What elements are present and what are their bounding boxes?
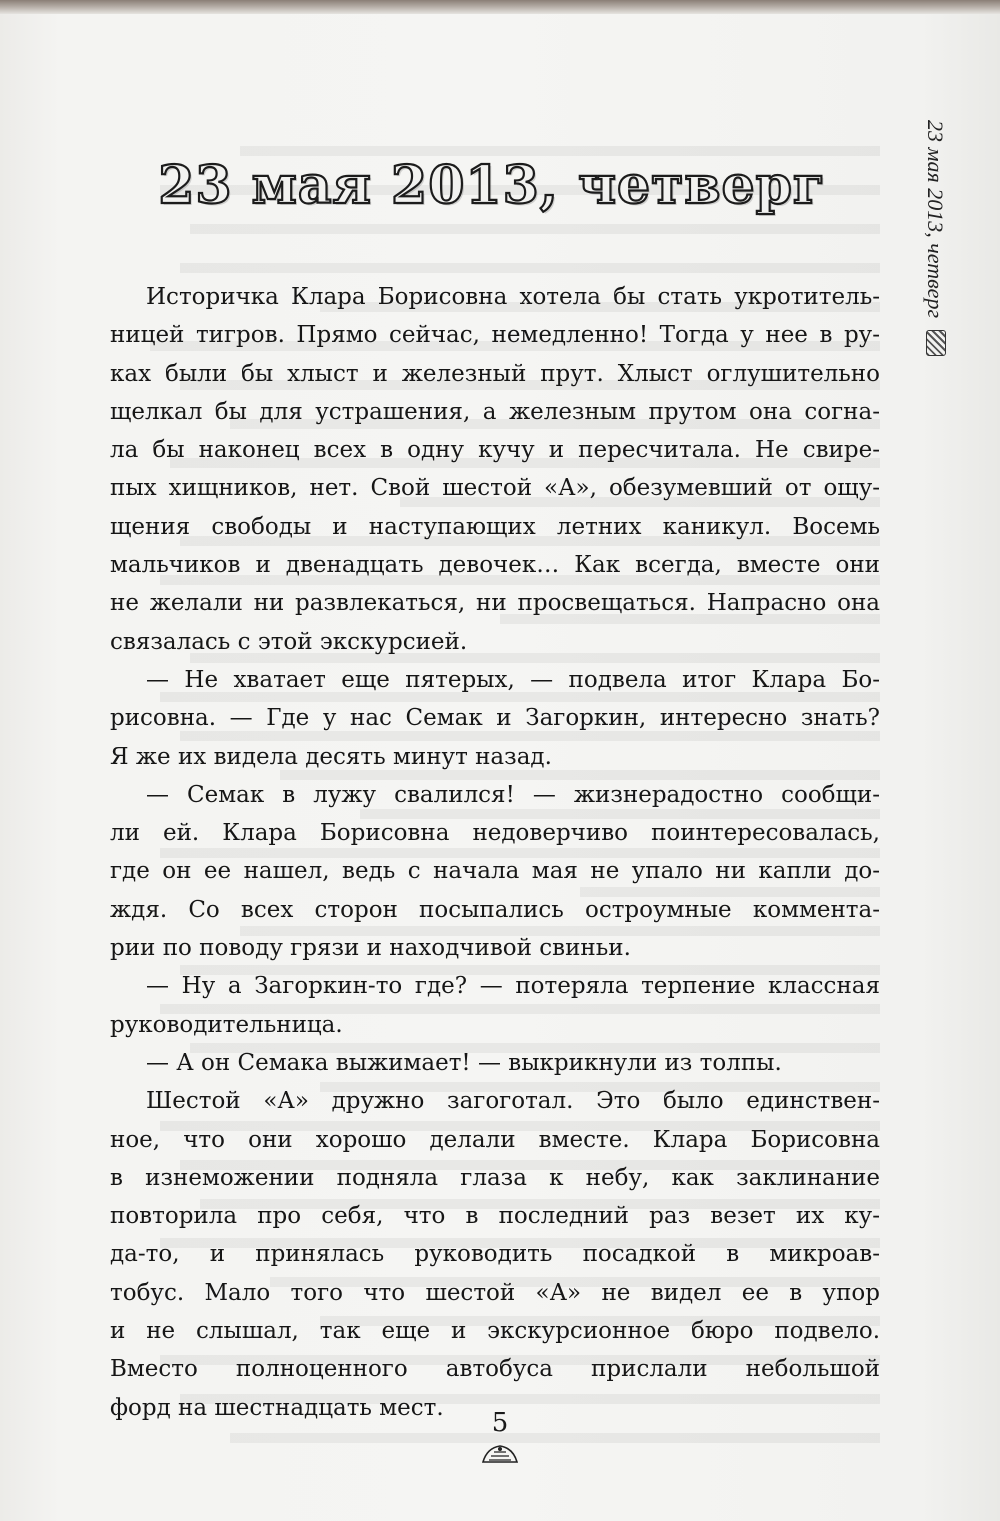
text-line: повторила про себя, что в последний раз везет их ку- (110, 1203, 880, 1230)
text-line: мальчиков и двенадцать девочек… Как всегда, вместе они (110, 552, 880, 579)
text-line: — Ну а Загоркин-то где? — потеряла терпение классная (146, 973, 880, 1000)
page-top-edge (0, 0, 1000, 14)
chapter-title (112, 152, 872, 218)
text-line: — Семак в лужу свалился! — жизнерадостно сообщи- (146, 781, 880, 808)
text-line: ла бы наконец всех в одну кучу и пересчитала. Не свире- (110, 437, 880, 464)
text-line: Шестой «А» дружно загоготал. Это было единствен- (146, 1088, 880, 1115)
text-line: связалась с этой экскурсией. (110, 628, 468, 655)
text-line: рии по поводу грязи и находчивой свиньи. (110, 935, 631, 962)
running-head (923, 120, 949, 380)
text-line: где он ее нашел, ведь с начала мая не упало ни капли до- (110, 858, 880, 885)
running-head-text: 23 мая 2013, четверг (923, 120, 948, 319)
page-number: 5 (491, 1408, 509, 1438)
text-line: тобус. Мало того что шестой «А» не видел ее в упор (110, 1279, 880, 1306)
text-line: — Не хватает еще пятерых, — подвела итог Клара Бо- (146, 666, 880, 693)
text-line: — А он Семака выжимает! — выкрикнули из толпы. (146, 1049, 782, 1076)
text-line: ное, что они хорошо делали вместе. Клара Борисовна (110, 1126, 880, 1153)
text-line: не желали ни развлекаться, ни просвещаться. Напрасно она (110, 590, 880, 617)
chapter-title-text: 23 мая 2013, четверг (158, 154, 826, 216)
text-line: ли ей. Клара Борисовна недоверчиво поинтересовалась, (110, 820, 880, 847)
text-line: в изнеможении подняла глаза к небу, как заклинание (110, 1164, 880, 1191)
text-line: пых хищников, нет. Свой шестой «А», обезумевший от ощу- (110, 475, 880, 502)
text-line: рисовна. — Где у нас Семак и Загоркин, интересно знать? (110, 705, 880, 732)
text-line: форд на шестнадцать мест. (110, 1394, 444, 1421)
text-line: щелкал бы для устрашения, а железным прутом она согна- (110, 398, 880, 425)
text-line: щения свободы и наступающих летних каникул. Восемь (110, 513, 880, 540)
text-line: Я же их видела десять минут назад. (110, 743, 552, 770)
text-line: руководительница. (110, 1011, 343, 1038)
text-line: да-то, и принялась руководить посадкой в микроав- (110, 1241, 880, 1268)
text-line: Историчка Клара Борисовна хотела бы стать укротитель- (146, 284, 880, 310)
text-line: Вместо полноценного автобуса прислали небольшой (110, 1356, 880, 1383)
text-line: ках были бы хлыст и железный прут. Хлыст оглушительно (110, 360, 880, 387)
ornament-icon (481, 1442, 519, 1466)
text-line: ждя. Со всех сторон посыпались остроумные коммента- (110, 896, 880, 923)
calendar-icon (926, 330, 946, 356)
body-text (110, 278, 880, 1427)
text-line: и не слышал, так еще и экскурсионное бюро подвело. (110, 1318, 880, 1345)
text-line: ницей тигров. Прямо сейчас, немедленно! Тогда у нее в ру- (110, 322, 880, 349)
